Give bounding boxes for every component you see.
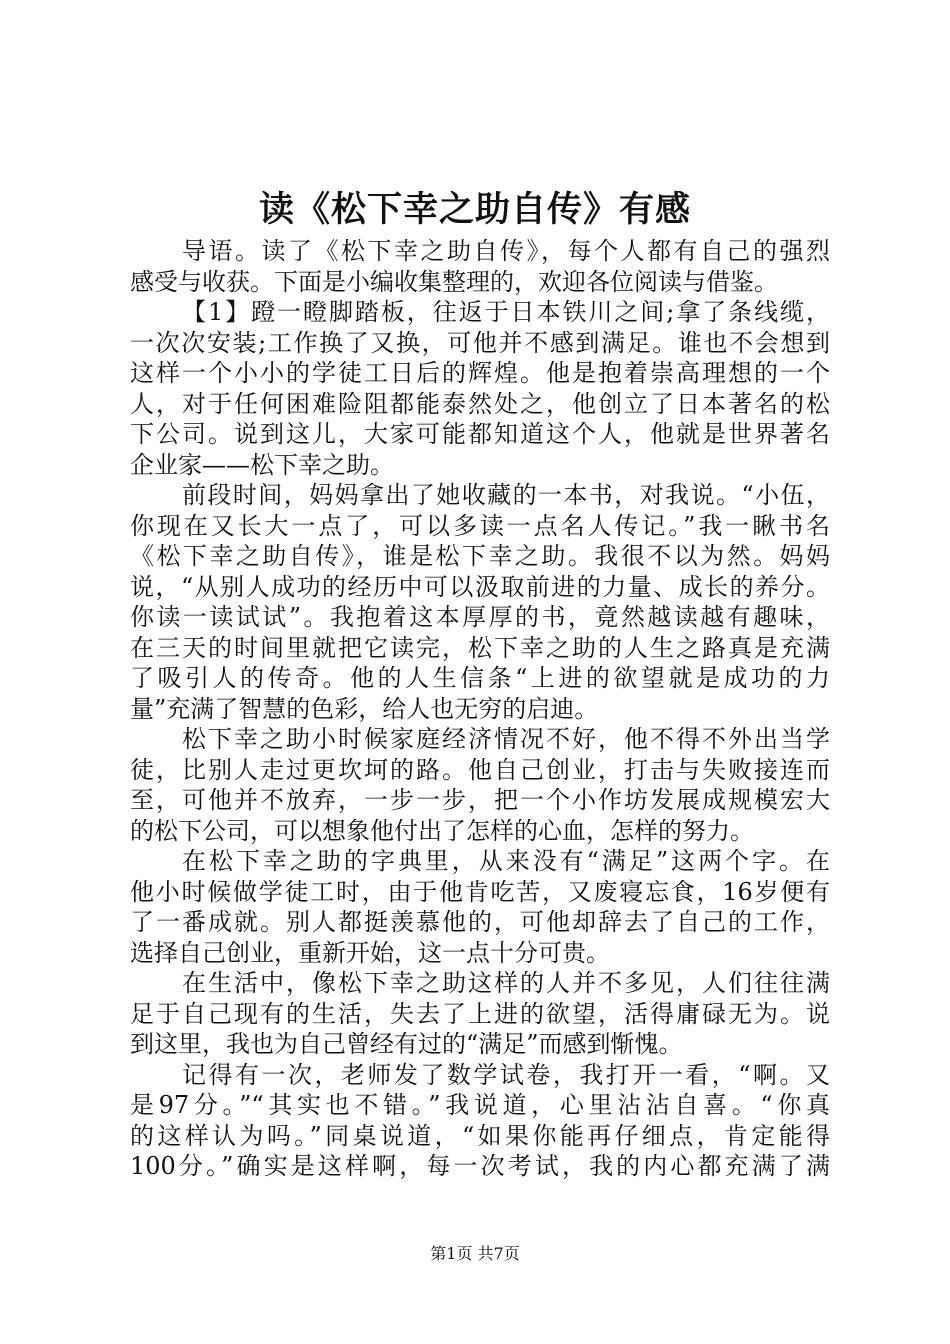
text-line: 徒，比别人走过更坎坷的路。他自己创业，打击与失败接连而 [130,755,830,784]
text-line: 了吸引人的传奇。他的人生信条“上进的欲望就是成功的力 [130,664,830,692]
text-line: 这样一个小小的学徒工日后的辉煌。他是抱着崇高理想的一个 [130,359,830,387]
text-line: 至，可他并不放弃，一步一步，把一个小作坊发展成规模宏大 [130,786,830,814]
text-line: 你现在又长大一点了，可以多读一点名人传记。”我一瞅书名 [130,511,830,540]
text-line: 的松下公司，可以想象他付出了怎样的心血，怎样的努力。 [130,816,754,845]
page-footer: 第1页 共7页 [430,1244,520,1263]
text-line: 100分。”确实是这样啊，每一次考试，我的内心都充满了满 [130,1152,830,1180]
text-line: 松下幸之助小时候家庭经济情况不好，他不得不外出当学 [182,725,830,753]
text-line: 感受与收获。下面是小编收集整理的，欢迎各位阅读与借鉴。 [130,267,778,296]
text-line: 企业家——松下幸之助。 [130,450,394,479]
text-line: 【1】蹬一瞪脚踏板，往返于日本铁川之间;拿了条线缆， [182,298,830,326]
text-line: 一次次安装;工作换了又换，可他并不感到满足。谁也不会想到 [130,328,830,357]
text-line: 《松下幸之助自传》，谁是松下幸之助。我很不以为然。妈妈 [130,542,830,570]
text-line: 了一番成就。别人都挺羡慕他的，可他却辞去了自己的工作， [130,908,830,936]
text-line: 他小时候做学徒工时，由于他肯吃苦，又废寝忘食，16岁便有 [130,877,830,906]
text-line: 在生活中，像松下幸之助这样的人并不多见，人们往往满 [182,969,830,997]
text-line: 记得有一次，老师发了数学试卷，我打开一看，“啊。又 [182,1060,830,1089]
text-line: 在三天的时间里就把它读完，松下幸之助的人生之路真是充满 [130,633,830,662]
text-line: 下公司。说到这儿，大家可能都知道这个人，他就是世界著名 [130,420,830,448]
document-body [130,236,830,1182]
document-title: 读《松下幸之助自传》有感 [258,189,691,230]
text-line: 足于自己现有的生活，失去了上进的欲望，活得庸碌无为。说 [130,999,830,1028]
text-line: 的这样认为吗。”同桌说道，“如果你能再仔细点，肯定能得 [130,1121,830,1150]
text-line: 前段时间，妈妈拿出了她收藏的一本书，对我说。“小伍， [182,481,830,509]
text-line: 量”充满了智慧的色彩，给人也无穷的启迪。 [130,694,599,723]
text-line: 在松下幸之助的字典里，从来没有“满足”这两个字。在 [182,847,830,875]
text-line: 导语。读了《松下幸之助自传》，每个人都有自己的强烈 [182,237,830,265]
text-line: 到这里，我也为自己曾经有过的“满足”而感到惭愧。 [130,1030,683,1058]
text-line: 说，“从别人成功的经历中可以汲取前进的力量、成长的养分。 [130,572,830,601]
text-line: 你读一读试试”。我抱着这本厚厚的书，竟然越读越有趣味， [130,603,830,631]
text-line: 人，对于任何困难险阻都能泰然处之，他创立了日本著名的松 [130,389,830,418]
text-line: 选择自己创业，重新开始，这一点十分可贵。 [130,938,610,967]
text-line: 是97分。”“其实也不错。”我说道，心里沾沾自喜。“你真 [130,1091,830,1119]
